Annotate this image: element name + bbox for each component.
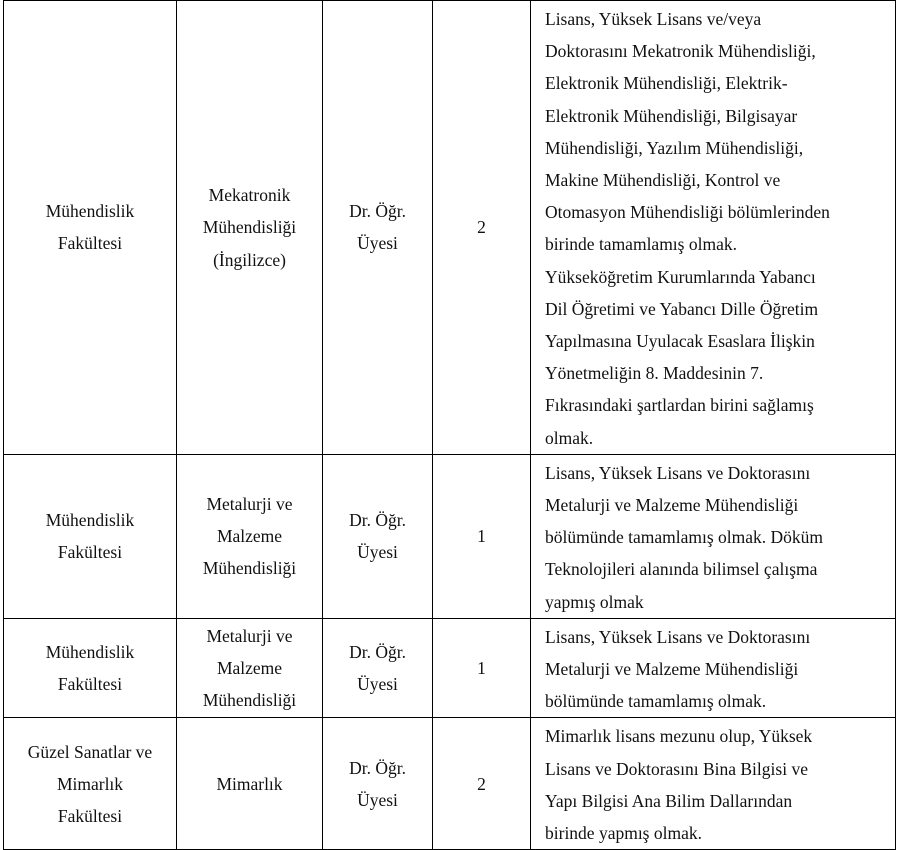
requirement-line: Lisans ve Doktorasını Bina Bilgisi ve xyxy=(545,758,808,779)
requirement-cell xyxy=(531,454,896,618)
requirement-line: Makine Mühendisliği, Kontrol ve xyxy=(545,170,781,191)
requirement-line: Mimarlık lisans mezunu olup, Yüksek xyxy=(545,726,813,747)
table-row xyxy=(4,1,896,455)
requirement-line: Yükseköğretim Kurumlarında Yabancı xyxy=(545,266,816,287)
requirement-line: Yapı Bilgisi Ana Bilim Dallarından xyxy=(545,790,793,811)
requirement-line: Fıkrasındaki şartlardan birini sağlamış xyxy=(545,395,814,416)
requirement-line: Metalurji ve Malzeme Mühendisliği xyxy=(545,495,799,516)
count-cell: 2 xyxy=(433,1,531,455)
title-cell: Dr. Öğr. Üyesi xyxy=(323,618,433,718)
requirement-line: Elektronik Mühendisliği, Bilgisayar xyxy=(545,105,798,126)
title-cell: Dr. Öğr. Üyesi xyxy=(323,1,433,455)
title-cell: Dr. Öğr. Üyesi xyxy=(323,454,433,618)
requirement-line: Lisans, Yüksek Lisans ve Doktorasını xyxy=(545,626,811,647)
requirement-line: Dil Öğretimi ve Yabancı Dille Öğretim xyxy=(545,298,819,319)
faculty-cell: Mühendislik Fakültesi xyxy=(4,1,177,455)
requirement-line: Mühendisliği, Yazılım Mühendisliği, xyxy=(545,137,804,158)
count-cell: 1 xyxy=(433,618,531,718)
table-row xyxy=(4,454,896,618)
faculty-cell: Mühendislik Fakültesi xyxy=(4,618,177,718)
requirement-cell xyxy=(531,718,896,850)
requirement-line: Yapılmasına Uyulacak Esaslara İlişkin xyxy=(545,331,815,352)
positions-table xyxy=(3,0,896,850)
requirement-line: bölümünde tamamlamış olmak. Döküm xyxy=(545,527,824,548)
department-cell: Mekatronik Mühendisliği (İngilizce) xyxy=(177,1,323,455)
requirement-line: bölümünde tamamlamış olmak. xyxy=(545,691,767,712)
requirement-line: Doktorasını Mekatronik Mühendisliği, xyxy=(545,41,816,62)
requirement-line: Otomasyon Mühendisliği bölümlerinden xyxy=(545,202,830,223)
faculty-cell: Güzel Sanatlar ve Mimarlık Fakültesi xyxy=(4,718,177,850)
department-cell: Metalurji ve Malzeme Mühendisliği xyxy=(177,618,323,718)
count-cell: 1 xyxy=(433,454,531,618)
requirement-cell xyxy=(531,618,896,718)
requirement-line: Metalurji ve Malzeme Mühendisliği xyxy=(545,659,799,680)
count-cell: 2 xyxy=(433,718,531,850)
requirement-line: birinde tamamlamış olmak. xyxy=(545,234,737,255)
table-row xyxy=(4,618,896,718)
requirement-line: olmak. xyxy=(545,427,594,448)
requirement-line: Lisans, Yüksek Lisans ve/veya xyxy=(545,9,762,29)
department-cell: Mimarlık xyxy=(177,718,323,850)
faculty-cell: Mühendislik Fakültesi xyxy=(4,454,177,618)
requirement-line: Elektronik Mühendisliği, Elektrik- xyxy=(545,73,788,94)
title-cell: Dr. Öğr. Üyesi xyxy=(323,718,433,850)
requirement-line: Yönetmeliğin 8. Maddesinin 7. xyxy=(545,363,764,384)
table-row xyxy=(4,718,896,850)
requirement-line: yapmış olmak xyxy=(545,591,644,612)
requirement-line: birinde yapmış olmak. xyxy=(545,823,702,844)
department-cell: Metalurji ve Malzeme Mühendisliği xyxy=(177,454,323,618)
requirement-cell xyxy=(531,1,896,455)
requirement-line: Lisans, Yüksek Lisans ve Doktorasını xyxy=(545,462,811,483)
requirement-line: Teknolojileri alanında bilimsel çalışma xyxy=(545,559,818,580)
